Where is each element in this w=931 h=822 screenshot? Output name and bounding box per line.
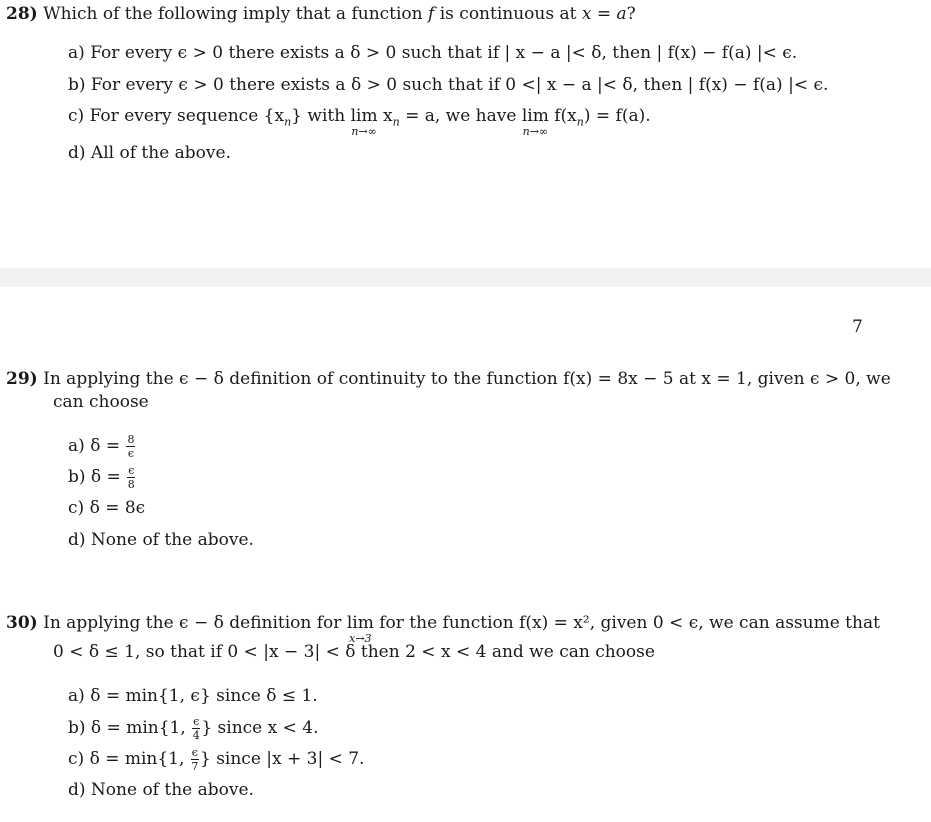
option-28c: c) For every sequence $\{x_n\}$ with lim n→∞ $x_n = a$, we have lim n→∞ $f(x_n) = f(a)$. bbox=[68, 106, 651, 138]
stem-cond: x = a bbox=[581, 4, 627, 24]
option-text: δ = min{1, bbox=[89, 749, 190, 769]
option-28b bbox=[68, 75, 828, 95]
option-30a bbox=[68, 686, 318, 706]
question-29-stem bbox=[6, 369, 891, 389]
stem-text: Which of the following imply that a function bbox=[43, 4, 429, 24]
option-label: c) bbox=[68, 749, 85, 769]
option-label: a) bbox=[68, 686, 85, 706]
limit-expression: lim n→∞ bbox=[521, 106, 549, 138]
limit-expression: lim n→∞ bbox=[350, 106, 378, 138]
option-29c bbox=[68, 498, 145, 518]
limit-expression: lim x→3 bbox=[346, 613, 374, 645]
option-label: b) bbox=[68, 718, 86, 738]
option-29b bbox=[68, 465, 136, 490]
stem-text: In applying the ϵ − δ definition for bbox=[43, 613, 347, 633]
question-number: 28) bbox=[6, 4, 38, 24]
option-30c: c) δ = min{1, $\frac{\epsilon}{7}$ } since |x + 3| < 7. bbox=[68, 746, 365, 773]
option-label: d) bbox=[68, 143, 86, 163]
option-29d bbox=[68, 530, 254, 550]
page-separator bbox=[0, 268, 931, 287]
option-text: δ = bbox=[90, 436, 126, 456]
option-label: b) bbox=[68, 75, 86, 95]
question-number: 30) bbox=[6, 613, 38, 633]
option-label: d) bbox=[68, 780, 86, 800]
option-28a bbox=[68, 43, 797, 63]
option-label: b) bbox=[68, 467, 86, 487]
option-text: For every ϵ > 0 there exists a δ > 0 such that if | x − a |< δ, then | f(x) − f(a) |< ϵ. bbox=[90, 43, 798, 63]
option-28d bbox=[68, 143, 231, 163]
option-label: a) bbox=[68, 43, 85, 63]
option-label: d) bbox=[68, 530, 86, 550]
option-text: δ = min{1, bbox=[90, 718, 192, 738]
fraction: $\frac{8}{\epsilon}$ bbox=[127, 433, 135, 460]
option-30d bbox=[68, 780, 254, 800]
stem-text: for the function f(x) = x², given 0 < ϵ, we can assume that bbox=[373, 613, 880, 633]
fraction: $\frac{\epsilon}{7}$ bbox=[191, 746, 199, 773]
question-29-stem-line2: can choose bbox=[53, 392, 149, 412]
option-label: c) bbox=[68, 498, 85, 518]
question-28-stem bbox=[6, 4, 636, 24]
fraction: $\frac{\epsilon}{8}$ bbox=[127, 464, 135, 491]
question-number: 29) bbox=[6, 369, 38, 389]
fraction: $\frac{\epsilon}{4}$ bbox=[192, 715, 200, 742]
option-text: δ = bbox=[90, 467, 127, 487]
option-label: c) bbox=[68, 106, 85, 126]
option-text: δ = 8ϵ bbox=[89, 498, 146, 518]
option-text: All of the above. bbox=[90, 143, 231, 163]
stem-fn: f bbox=[428, 4, 435, 24]
option-text: None of the above. bbox=[90, 780, 254, 800]
option-text: None of the above. bbox=[90, 530, 254, 550]
stem-text: In applying the ϵ − δ definition of continuity to the function f(x) = 8x − 5 at x = 1, given ϵ > 0, we bbox=[43, 369, 891, 389]
question-30-stem-line2: 0 < δ ≤ 1, so that if 0 < |x − 3| < δ then 2 < x < 4 and we can choose bbox=[53, 642, 655, 662]
stem-text: is continuous at bbox=[434, 4, 582, 24]
option-label: a) bbox=[68, 436, 85, 456]
page-number: 7 bbox=[852, 317, 863, 337]
stem-text: ? bbox=[626, 4, 636, 24]
option-text: δ = min{1, ϵ} since δ ≤ 1. bbox=[90, 686, 318, 706]
option-30b: b) δ = min{1, $\frac{\epsilon}{4}$ } since x < 4. bbox=[68, 715, 319, 742]
option-text: For every ϵ > 0 there exists a δ > 0 such that if 0 <| x − a |< δ, then | f(x) − f(a) |< ϵ. bbox=[90, 75, 829, 95]
question-30-stem bbox=[6, 613, 880, 645]
option-29a bbox=[68, 434, 136, 459]
option-text: For every sequence {x bbox=[89, 106, 285, 126]
